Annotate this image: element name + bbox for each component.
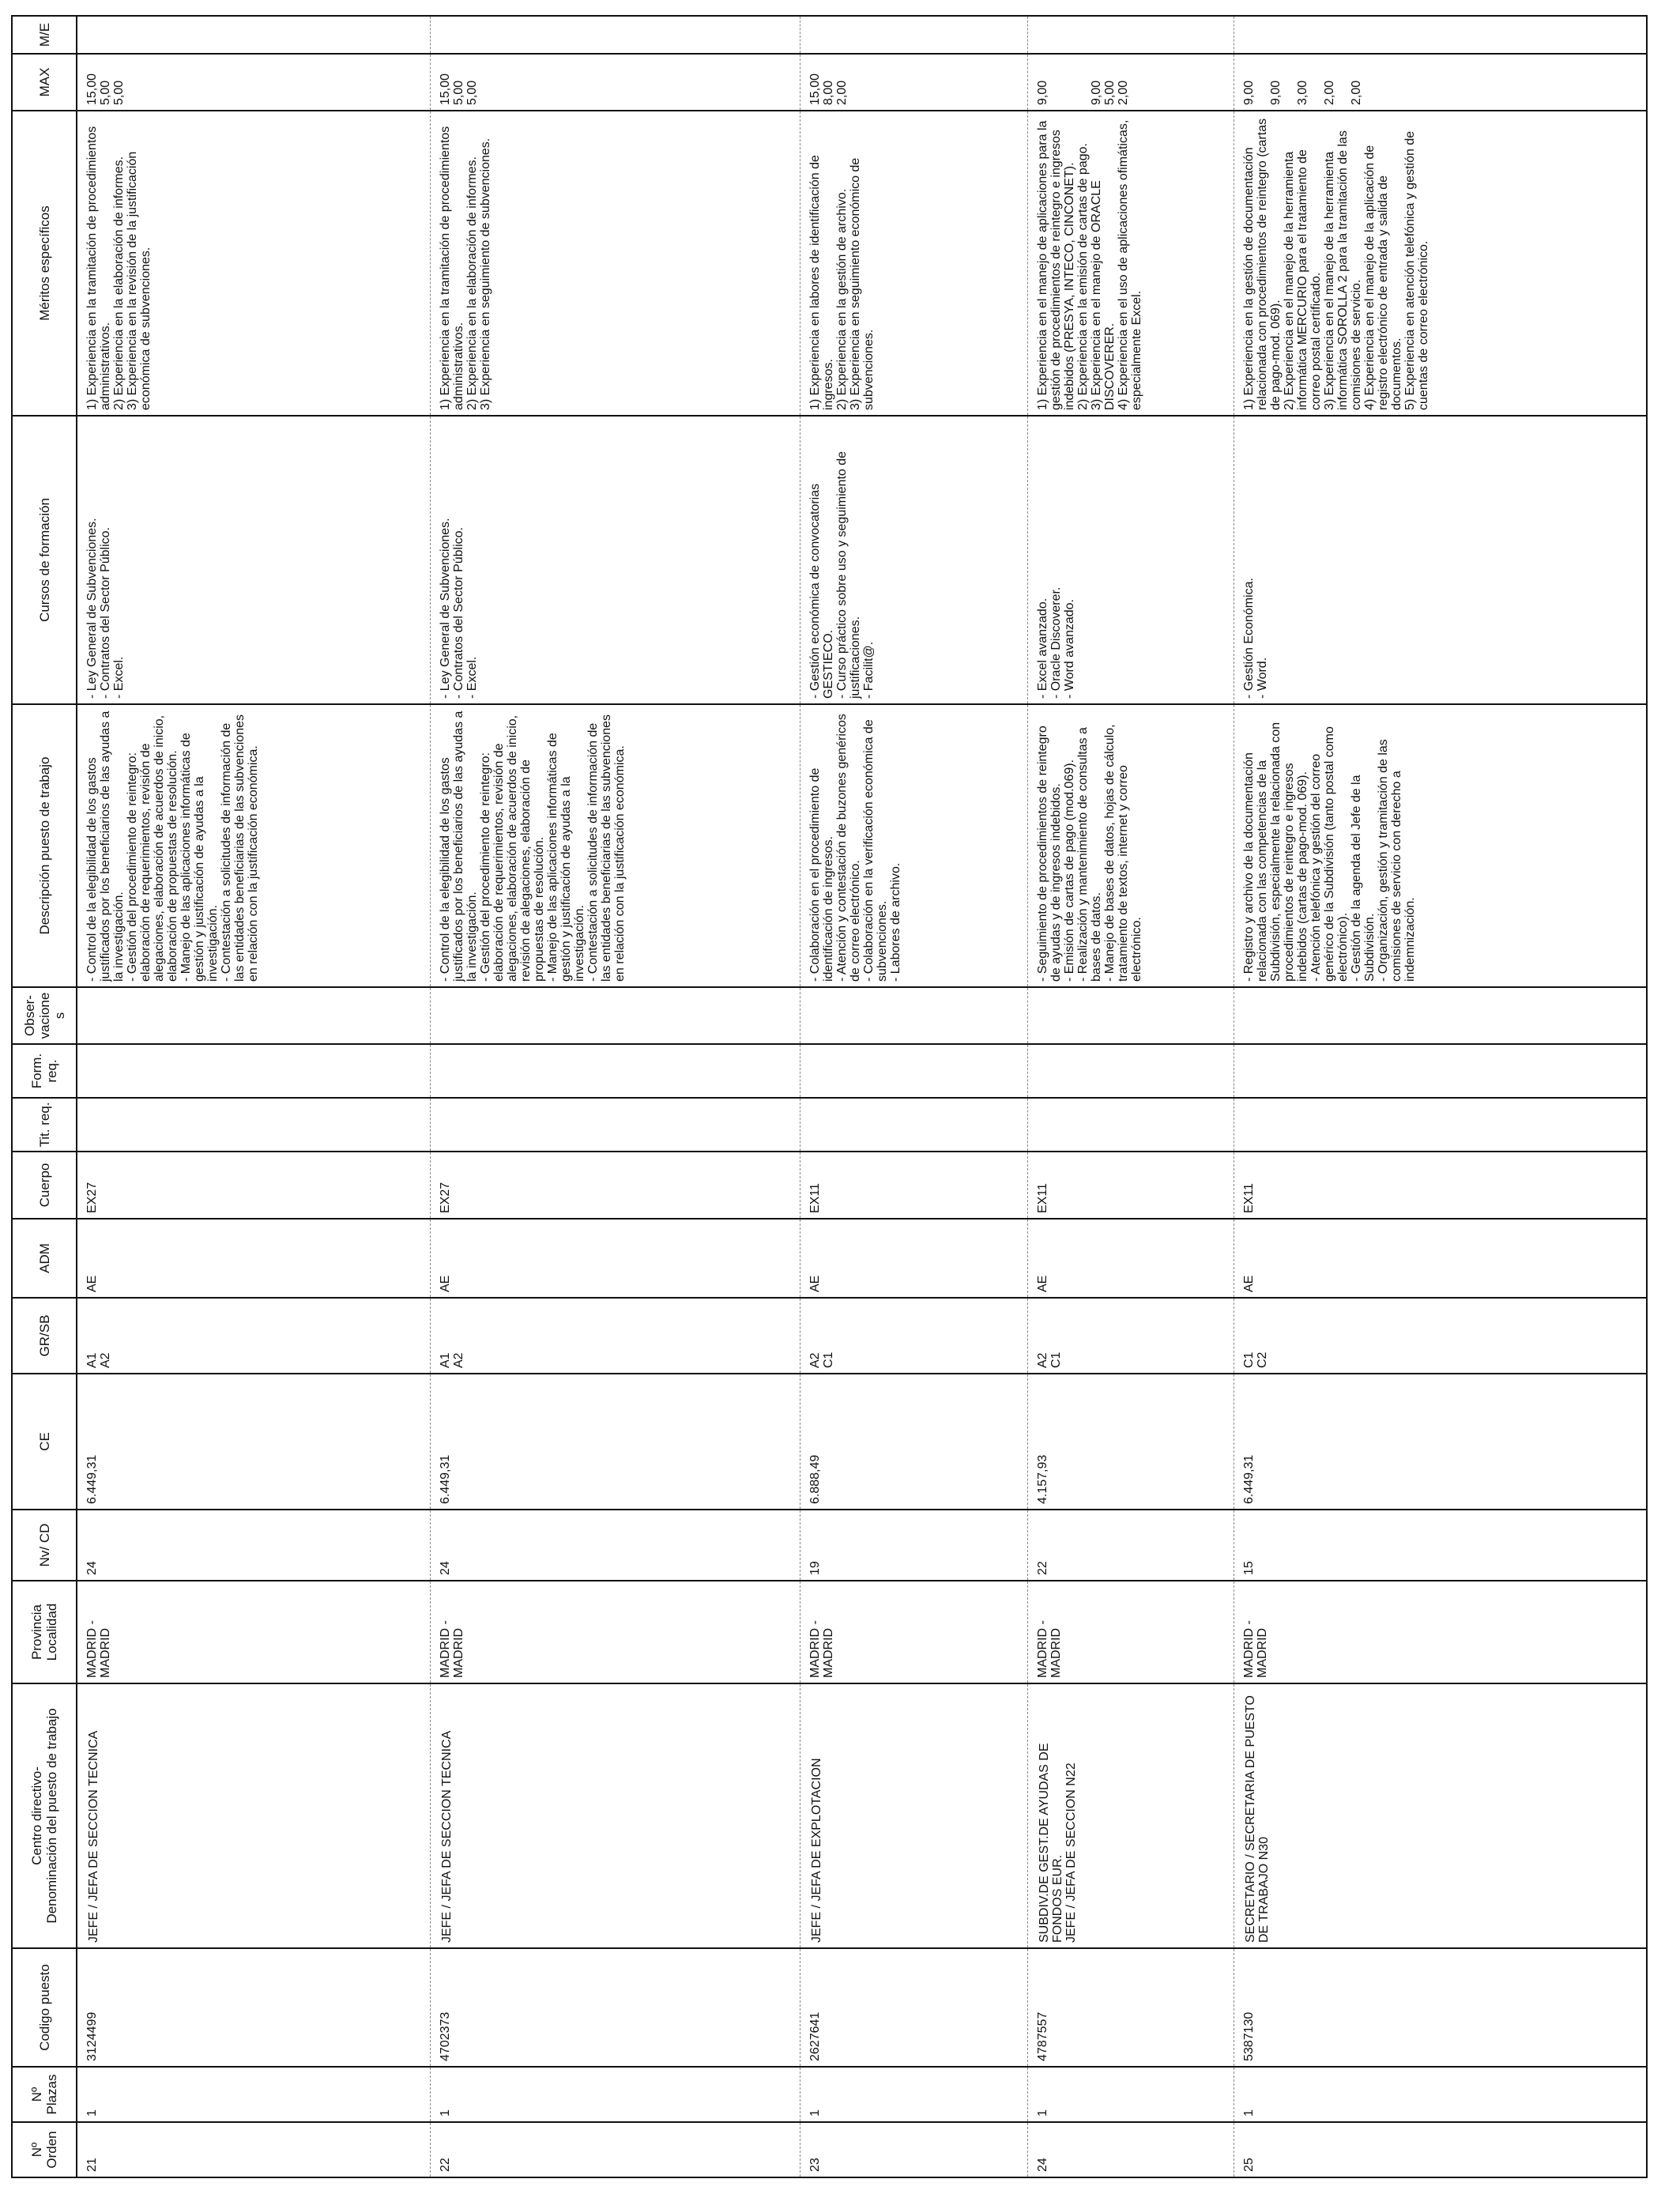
me-cell bbox=[800, 16, 1027, 54]
tit-cell bbox=[1027, 1098, 1234, 1152]
grsb-cell: A2 C1 bbox=[1027, 1298, 1234, 1374]
meritos-cell: 1) Experiencia en la tramitación de procedimientos administrativos. 2) Experiencia en la elaboración de informes. 3) Experiencia en seguimiento de subvenciones. bbox=[431, 111, 800, 416]
max-cell: 9,00 9,00 3,00 2,00 2,00 bbox=[1234, 54, 1647, 111]
tit-cell bbox=[800, 1098, 1027, 1152]
obs-cell bbox=[431, 987, 800, 1044]
max-cell: 15,00 8,00 2,00 bbox=[800, 54, 1027, 111]
header-orden: Nº Orden bbox=[12, 2122, 77, 2177]
header-tit: Tit. req. bbox=[12, 1098, 77, 1152]
centro-name: SECRETARIO / SECRETARIA DE PUESTO DE TRABAJO N30 bbox=[1243, 1695, 1271, 1943]
adm-cell: AE bbox=[1027, 1219, 1234, 1298]
header-max: MAX bbox=[12, 54, 77, 111]
provincia-cell: MADRID - MADRID bbox=[800, 1581, 1027, 1683]
table-row bbox=[77, 16, 431, 2177]
form-cell bbox=[1027, 1044, 1234, 1098]
header-centro: Centro directivo- Denominación del puesto de trabajo bbox=[12, 1683, 77, 1948]
nivel-cell: 24 bbox=[431, 1510, 800, 1581]
centro-cell bbox=[800, 1683, 1027, 1948]
obs-cell bbox=[1234, 987, 1647, 1044]
nivel-cell: 24 bbox=[77, 1510, 431, 1581]
codigo-cell: 3124499 bbox=[77, 1948, 431, 2067]
max-cell: 9,00 9,00 5,00 2,00 bbox=[1027, 54, 1234, 111]
form-cell bbox=[431, 1044, 800, 1098]
descripcion-cell: - Control de la elegibilidad de los gastos justificados por los beneficiarios de las ayudas a la investigación. - Gestión del procedimiento de reintegro: elaboración de requerimientos, revisión de alegaciones, elaboración de acuerdos de inicio, elaboración de propuestas de resolución. - Manejo de las aplicaciones informáticas de gestión y justificación de ayudas a la investigación. - Contestación a solicitudes de información de las entidades beneficiarias de las subvenciones en relación con la justificación económica. bbox=[77, 704, 431, 987]
me-cell bbox=[431, 16, 800, 54]
meritos-cell: 1) Experiencia en la tramitación de procedimientos administrativos. 2) Experiencia en la elaboración de informes. 3) Experiencia en la revisión de la justificación económica de subvenciones. bbox=[77, 111, 431, 416]
ce-cell: 6.449,31 bbox=[431, 1374, 800, 1510]
header-ce: CE bbox=[12, 1374, 77, 1510]
centro-group: SUBDIV.DE GEST.DE AYUDAS DE FONDOS EUR. bbox=[1037, 1743, 1064, 1943]
provincia-cell: MADRID - MADRID bbox=[1234, 1581, 1647, 1683]
form-cell bbox=[800, 1044, 1027, 1098]
descripcion-cell: - Registro y archivo de la documentación relacionada con las competencias de la Subdivisión, especialmente la relacionada con procedimientos de reintegro e ingresos indebidos (cartas de pago-mod. 069). - Atención telefónica y gestión del correo genérico de la Subdivisión (tanto postal como electrónico). - Gestión de la agenda del Jefe de la Subdivisión. - Organización, gestión y tramitación de las comisiones de servicio con derecho a indemnización. bbox=[1234, 704, 1647, 987]
header-cuerpo: Cuerpo bbox=[12, 1152, 77, 1219]
centro-name: JEFE / JEFA DE EXPLOTACION bbox=[809, 1758, 823, 1943]
ce-cell: 6.449,31 bbox=[1234, 1374, 1647, 1510]
form-cell bbox=[77, 1044, 431, 1098]
header-codigo: Codigo puesto bbox=[12, 1948, 77, 2067]
cursos-cell: - Gestión Económica. - Word. bbox=[1234, 416, 1647, 704]
grsb-cell: A1 A2 bbox=[431, 1298, 800, 1374]
centro-name: JEFE / JEFA DE SECCION TECNICA bbox=[440, 1730, 454, 1943]
header-me: M/E bbox=[12, 16, 77, 54]
grsb-cell: A1 A2 bbox=[77, 1298, 431, 1374]
centro-cell bbox=[1027, 1683, 1234, 1948]
plazas-cell: 1 bbox=[1027, 2067, 1234, 2122]
form-cell bbox=[1234, 1044, 1647, 1098]
centro-name: JEFE / JEFA DE SECCION N22 bbox=[1064, 1762, 1078, 1943]
header-nivel: Nv/ CD bbox=[12, 1510, 77, 1581]
cuerpo-cell: EX27 bbox=[77, 1152, 431, 1219]
orden-cell: 22 bbox=[431, 2122, 800, 2177]
cursos-cell: - Ley General de Subvenciones. - Contratos del Sector Público. - Excel. bbox=[77, 416, 431, 704]
cursos-cell: - Ley General de Subvenciones. - Contratos del Sector Público. - Excel. bbox=[431, 416, 800, 704]
meritos-cell: 1) Experiencia en el manejo de aplicaciones para la gestión de procedimientos de reintegro e ingresos indebidos (PRESYA, INTECO, CINCONET). 2) Experiencia en la emisión de cartas de pago. 3) Experiencia en el manejo de ORACLE DISCOVERER. 4) Experiencia en el uso de aplicaciones ofimáticas, especialmente Excel. bbox=[1027, 111, 1234, 416]
codigo-cell: 5387130 bbox=[1234, 1948, 1647, 2067]
cursos-cell: - Gestión económica de convocatorias GESTIECO. - Curso práctico sobre uso y seguimiento de justificaciones. - Facilit@. bbox=[800, 416, 1027, 704]
provincia-cell: MADRID - MADRID bbox=[77, 1581, 431, 1683]
header-meritos: Méritos específicos bbox=[12, 111, 77, 416]
header-row bbox=[12, 16, 77, 2177]
header-plazas: Nº Plazas bbox=[12, 2067, 77, 2122]
nivel-cell: 22 bbox=[1027, 1510, 1234, 1581]
meritos-cell: 1) Experiencia en labores de identificación de ingresos. 2) Experiencia en la gestión de archivo. 3) Experiencia en seguimiento económico de subvenciones. bbox=[800, 111, 1027, 416]
provincia-cell: MADRID - MADRID bbox=[431, 1581, 800, 1683]
cursos-cell: - Excel avanzado. - Oracle Discoverer. - Word avanzado. bbox=[1027, 416, 1234, 704]
adm-cell: AE bbox=[431, 1219, 800, 1298]
plazas-cell: 1 bbox=[77, 2067, 431, 2122]
header-form: Form. req. bbox=[12, 1044, 77, 1098]
orden-cell: 24 bbox=[1027, 2122, 1234, 2177]
tit-cell bbox=[77, 1098, 431, 1152]
tit-cell bbox=[431, 1098, 800, 1152]
orden-cell: 25 bbox=[1234, 2122, 1647, 2177]
orden-cell: 21 bbox=[77, 2122, 431, 2177]
cuerpo-cell: EX11 bbox=[1234, 1152, 1647, 1219]
codigo-cell: 2627641 bbox=[800, 1948, 1027, 2067]
header-adm: ADM bbox=[12, 1219, 77, 1298]
tit-cell bbox=[1234, 1098, 1647, 1152]
centro-cell bbox=[77, 1683, 431, 1948]
grsb-cell: A2 C1 bbox=[800, 1298, 1027, 1374]
positions-table bbox=[11, 15, 1648, 2178]
nivel-cell: 15 bbox=[1234, 1510, 1647, 1581]
max-cell: 15,00 5,00 5,00 bbox=[431, 54, 800, 111]
centro-name: JEFE / JEFA DE SECCION TECNICA bbox=[87, 1730, 100, 1943]
table-row bbox=[431, 16, 800, 2177]
cuerpo-cell: EX11 bbox=[1027, 1152, 1234, 1219]
obs-cell bbox=[77, 987, 431, 1044]
table-row bbox=[800, 16, 1027, 2177]
table-row bbox=[1234, 16, 1647, 2177]
adm-cell: AE bbox=[800, 1219, 1027, 1298]
me-cell bbox=[77, 16, 431, 54]
me-cell bbox=[1234, 16, 1647, 54]
provincia-cell: MADRID - MADRID bbox=[1027, 1581, 1234, 1683]
nivel-cell: 19 bbox=[800, 1510, 1027, 1581]
codigo-cell: 4787557 bbox=[1027, 1948, 1234, 2067]
descripcion-cell: - Colaboración en el procedimiento de identificación de ingresos. - Atención y contestación de buzones genéricos de correo electrónico. - Colaboración en la verificación económica de subvenciones. - Labores de archivo. bbox=[800, 704, 1027, 987]
ce-cell: 6.888,49 bbox=[800, 1374, 1027, 1510]
codigo-cell: 4702373 bbox=[431, 1948, 800, 2067]
header-grsb: GR/SB bbox=[12, 1298, 77, 1374]
ce-cell: 4.157,93 bbox=[1027, 1374, 1234, 1510]
centro-cell bbox=[431, 1683, 800, 1948]
centro-cell bbox=[1234, 1683, 1647, 1948]
adm-cell: AE bbox=[1234, 1219, 1647, 1298]
me-cell bbox=[1027, 16, 1234, 54]
cuerpo-cell: EX11 bbox=[800, 1152, 1027, 1219]
plazas-cell: 1 bbox=[800, 2067, 1027, 2122]
header-descripcion: Descripción puesto de trabajo bbox=[12, 704, 77, 987]
grsb-cell: C1 C2 bbox=[1234, 1298, 1647, 1374]
plazas-cell: 1 bbox=[1234, 2067, 1647, 2122]
header-provincia: Provincia Localidad bbox=[12, 1581, 77, 1683]
obs-cell bbox=[800, 987, 1027, 1044]
header-obs: Obser- vaciones bbox=[12, 987, 77, 1044]
ce-cell: 6.449,31 bbox=[77, 1374, 431, 1510]
cuerpo-cell: EX27 bbox=[431, 1152, 800, 1219]
adm-cell: AE bbox=[77, 1219, 431, 1298]
descripcion-cell: - Seguimiento de procedimientos de reintegro de ayudas y de ingresos indebidos. - Emisión de cartas de pago (mod.069). - Realización y mantenimiento de consultas a bases de datos. - Manejo de bases de datos, hojas de cálculo, tratamiento de textos, internet y correo electrónico. bbox=[1027, 704, 1234, 987]
table-row bbox=[1027, 16, 1234, 2177]
descripcion-cell: - Control de la elegibilidad de los gastos justificados por los beneficiarios de las ayudas a la investigación. - Gestión del procedimiento de reintegro: elaboración de requerimientos, revisión de alegaciones, elaboración de acuerdos de inicio, revisión de alegaciones, elaboración de propuestas de resolución. - Manejo de las aplicaciones informáticas de gestión y justificación de ayudas a la investigación. - Contestación a solicitudes de información de las entidades beneficiarias de las subvenciones en relación con la justificación económica. bbox=[431, 704, 800, 987]
orden-cell: 23 bbox=[800, 2122, 1027, 2177]
header-cursos: Cursos de formación bbox=[12, 416, 77, 704]
obs-cell bbox=[1027, 987, 1234, 1044]
plazas-cell: 1 bbox=[431, 2067, 800, 2122]
meritos-cell: 1) Experiencia en la gestión de documentación relacionada con procedimientos de reintegro (cartas de pago-mod. 069). 2) Experiencia en el manejo de la herramienta informática MERCURIO para el tratamiento de correo postal certificado. 3) Experiencia en el manejo de la herramienta informática SOROLLA 2 para la tramitación de las comisiones de servicio. 4) Experiencia en el manejo de la aplicación de registro electrónico de entrada y salida de documentos. 5) Experiencia en atención telefónica y gestión de cuentas de correo electrónico. bbox=[1234, 111, 1647, 416]
max-cell: 15,00 5,00 5,00 bbox=[77, 54, 431, 111]
